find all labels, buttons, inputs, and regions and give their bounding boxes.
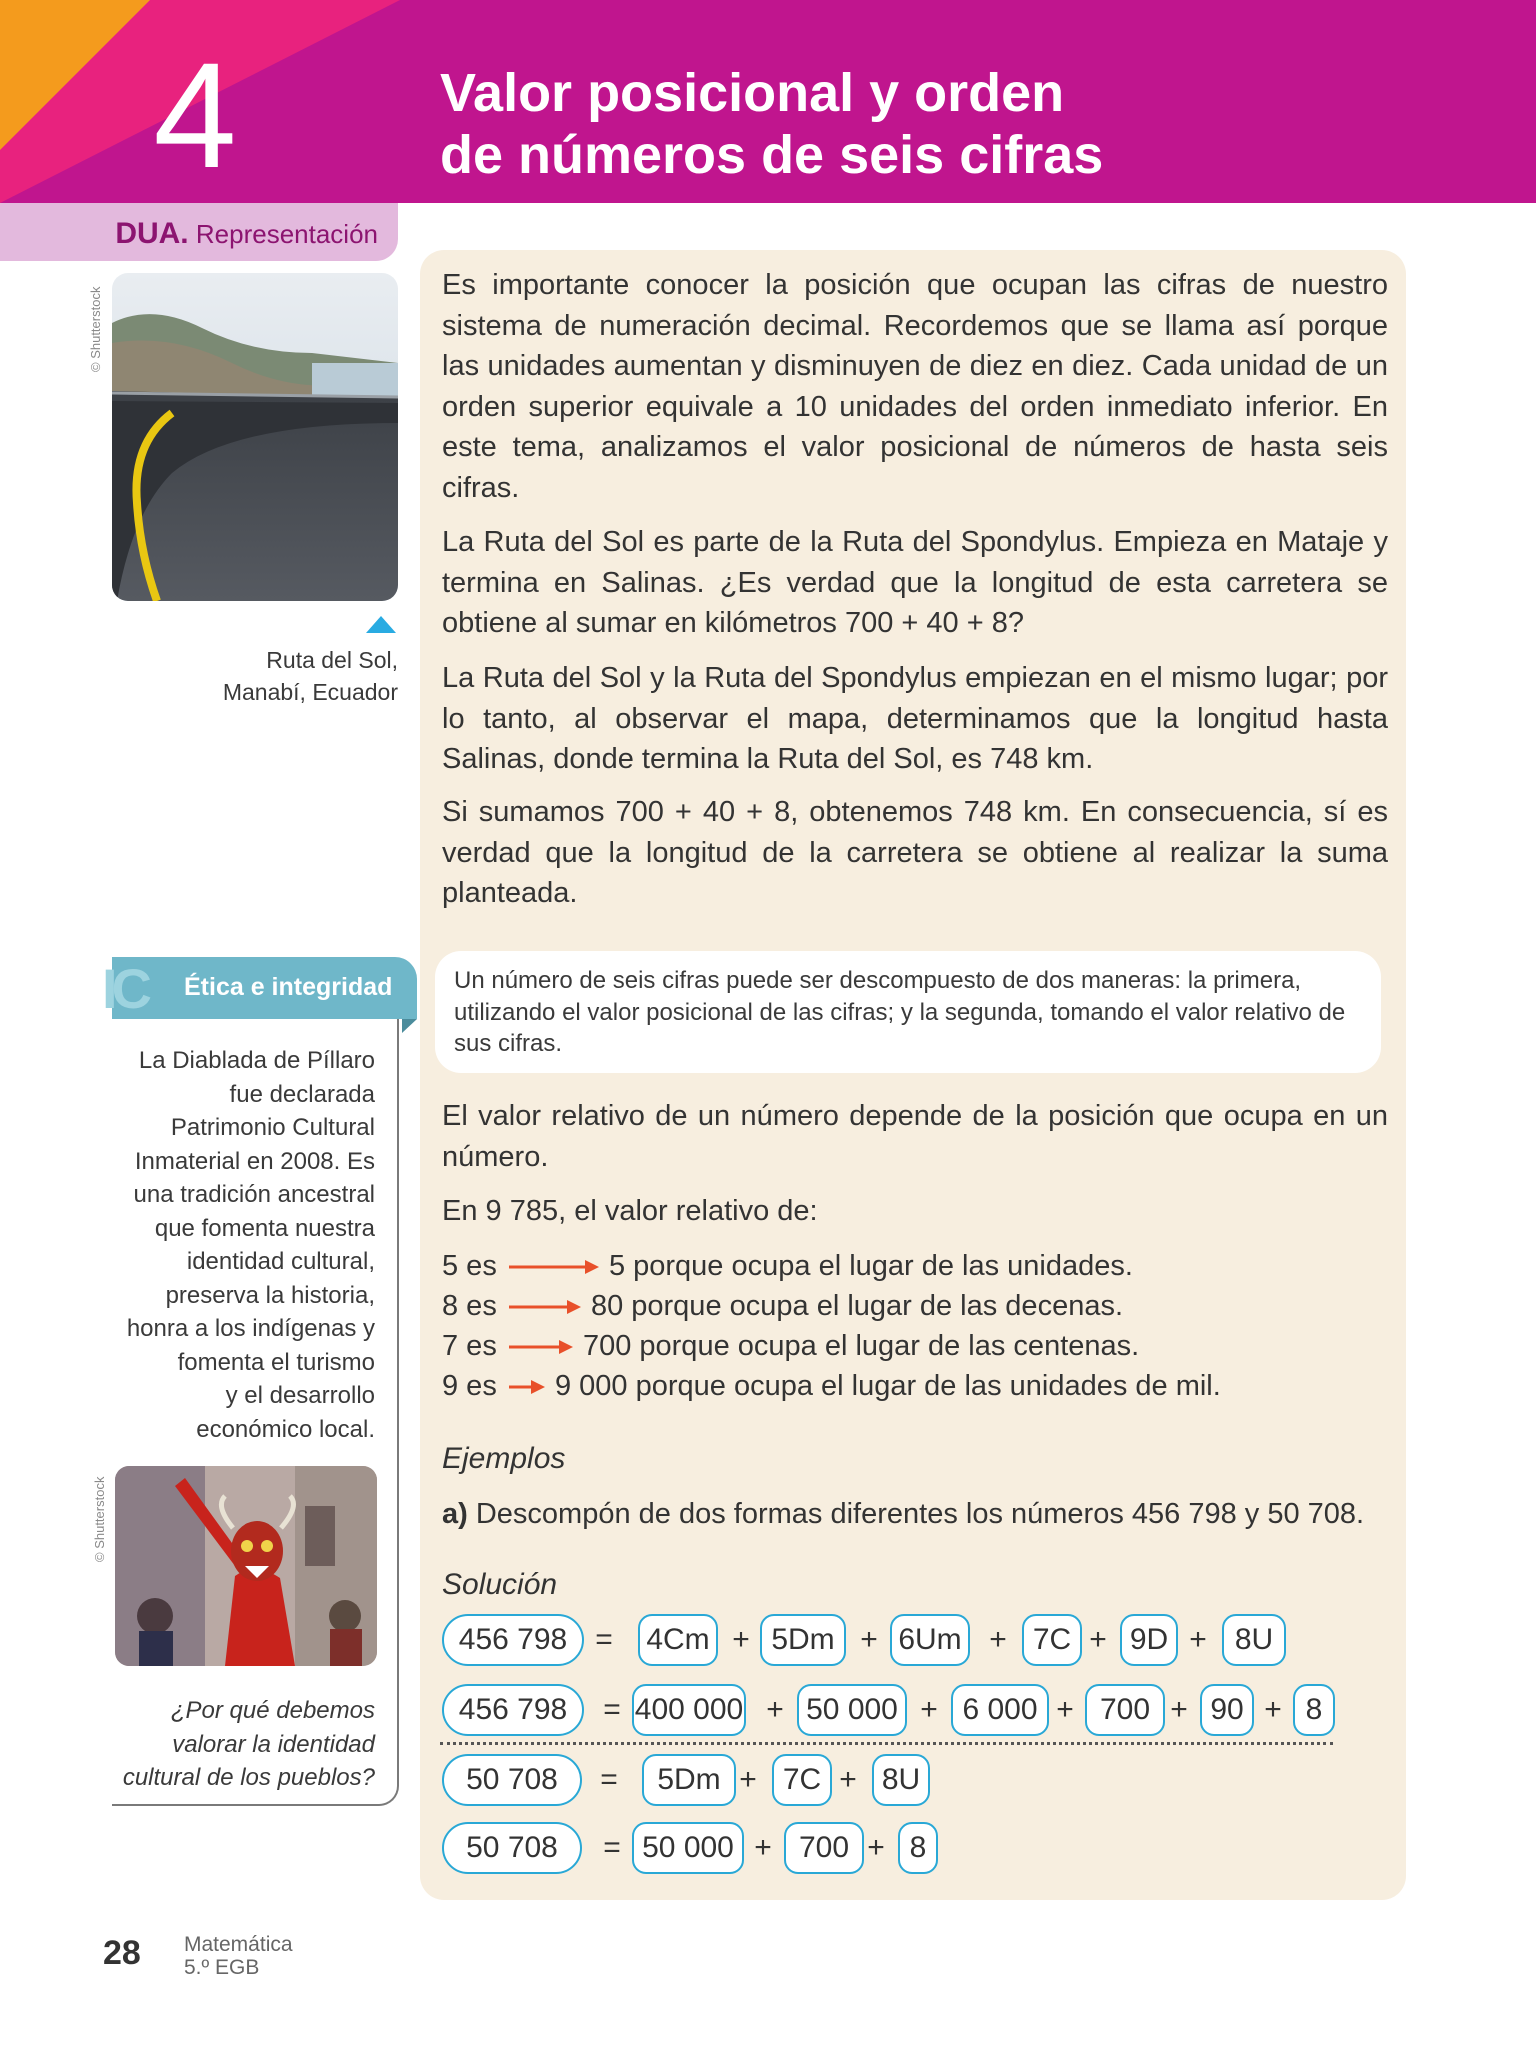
photo-caption <box>223 644 398 708</box>
chapter-header <box>0 0 1536 203</box>
term-pill: 50 000 <box>797 1684 907 1736</box>
ethics-ic-icon: IC <box>102 957 146 1020</box>
ethics-line: Inmaterial en 2008. Es <box>134 1147 375 1175</box>
diablada-photo-illustration <box>115 1466 377 1666</box>
diablada-photo <box>115 1466 377 1666</box>
term-pill: 4Cm <box>638 1614 718 1666</box>
ethics-line: honra a los indígenas y <box>126 1315 375 1342</box>
relative-row-text: 9 000 porque ocupa el lugar de las unidades de mil. <box>554 1370 1221 1402</box>
term-pill: 50 000 <box>632 1822 744 1874</box>
term-pill: 8 <box>898 1822 938 1874</box>
relative-row-label: 9 es <box>442 1370 497 1402</box>
conclusion-paragraph: Si sumamos 700 + 40 + 8, obtenemos 748 km. En consecuencia, sí es verdad que la longitud de la carretera se obtiene al realizar la suma planteada. <box>442 796 1388 909</box>
plus-sign: + <box>766 1693 784 1726</box>
dua-label <box>115 217 378 251</box>
term-pill: 8 <box>1293 1684 1335 1736</box>
term-pill: 5Dm <box>760 1614 846 1666</box>
plus-sign: + <box>1189 1623 1207 1656</box>
term-pill: 8U <box>1222 1614 1286 1666</box>
page-title-line-1: Valor posicional y orden <box>440 63 1065 123</box>
footer-subject-name: Matemática <box>184 1933 293 1956</box>
ethics-text <box>95 1044 375 1446</box>
plus-sign: + <box>1264 1693 1282 1726</box>
term-pill: 8U <box>872 1754 930 1806</box>
example-a-text: Descompón de dos formas diferentes los números 456 798 y 50 708. <box>467 1498 1365 1530</box>
dua-label-bar <box>0 203 398 261</box>
term-pill: 9D <box>1120 1614 1178 1666</box>
road-photo-illustration <box>112 273 398 601</box>
ethics-title: Ética e integridad <box>184 973 393 1001</box>
section-divider <box>440 1742 1333 1745</box>
relative-row-label: 5 es <box>442 1250 497 1282</box>
question-line: ¿Por qué debemos <box>170 1697 375 1724</box>
plus-sign: + <box>989 1623 1007 1656</box>
question-line: cultural de los pueblos? <box>122 1764 375 1791</box>
relative-value-definition: El valor relativo de un número depende de la posición que ocupa en un número. <box>442 1100 1388 1173</box>
plus-sign: + <box>732 1623 750 1656</box>
dua-label-rest: Representación <box>188 219 378 249</box>
plus-sign: + <box>860 1623 878 1656</box>
relative-row-label: 7 es <box>442 1330 497 1362</box>
caption-pointer-icon <box>366 616 396 633</box>
plus-sign: + <box>920 1693 938 1726</box>
ethics-line: La Diablada de Píllaro <box>138 1047 375 1074</box>
ruta-question-paragraph: La Ruta del Sol es parte de la Ruta del Spondylus. Empieza en Mataje y termina en Salinas. ¿Es verdad que la longitud de esta carretera se obtiene al sumar en kilómetros 700 + 40 + 8? <box>442 526 1388 639</box>
equals-sign: = <box>595 1623 613 1656</box>
plus-sign: + <box>839 1763 857 1796</box>
equals-sign: = <box>603 1693 621 1726</box>
ethics-line: y el desarrollo <box>225 1382 375 1409</box>
equals-sign: = <box>600 1763 618 1796</box>
ethics-question <box>95 1694 375 1795</box>
arrow-right-icon <box>505 1297 583 1317</box>
relative-row-text: 700 porque ocupa el lugar de las centenas. <box>582 1330 1140 1362</box>
relative-row <box>442 1366 1221 1406</box>
term-pill: 5Dm <box>642 1754 736 1806</box>
number-pill: 456 798 <box>442 1614 584 1666</box>
relative-row-text: 5 porque ocupa el lugar de las unidades. <box>608 1250 1133 1282</box>
ethics-line: Patrimonio Cultural <box>170 1114 375 1141</box>
examples-heading: Ejemplos <box>442 1442 566 1475</box>
ruta-answer-paragraph: La Ruta del Sol y la Ruta del Spondylus empiezan en el mismo lugar; por lo tanto, al observar el mapa, determinamos que la longitud hasta Salinas, donde termina la Ruta del Sol, es 748 km. <box>442 662 1388 775</box>
relative-row <box>442 1286 1123 1326</box>
plus-sign: + <box>739 1763 757 1796</box>
relative-value-intro: En 9 785, el valor relativo de: <box>442 1195 818 1227</box>
term-pill: 400 000 <box>632 1684 746 1736</box>
photo-credit-dance: © Shutterstock <box>92 1476 107 1562</box>
term-pill: 7C <box>772 1754 832 1806</box>
road-photo <box>112 273 398 601</box>
term-pill: 90 <box>1200 1684 1254 1736</box>
note-text: Un número de seis cifras puede ser descompuesto de dos maneras: la primera, utilizando el valor posicional de las cifras; y la segunda, tomando el valor relativo de sus cifras. <box>454 967 1346 1057</box>
footer-grade: 5.º EGB <box>184 1956 260 1979</box>
relative-row-text: 80 porque ocupa el lugar de las decenas. <box>590 1290 1124 1322</box>
arrow-right-icon <box>505 1377 547 1397</box>
number-pill: 50 708 <box>442 1754 582 1806</box>
arrow-right-icon <box>505 1337 575 1357</box>
ethics-line: fue declarada <box>229 1080 375 1108</box>
number-pill: 456 798 <box>442 1684 584 1736</box>
dua-label-strong: DUA. <box>115 217 189 250</box>
plus-sign: + <box>1089 1623 1107 1656</box>
term-pill: 6Um <box>890 1614 970 1666</box>
relative-row <box>442 1246 1133 1286</box>
plus-sign: + <box>1056 1693 1074 1726</box>
relative-row-label: 8 es <box>442 1290 497 1322</box>
term-pill: 7C <box>1022 1614 1082 1666</box>
question-line: valorar la identidad <box>172 1730 375 1758</box>
page-title-line-2: de números de seis cifras <box>440 125 1104 185</box>
ethics-line: identidad cultural, <box>186 1248 375 1275</box>
ethics-tab-fold <box>402 1019 417 1033</box>
number-pill: 50 708 <box>442 1822 582 1874</box>
page-title <box>440 62 1440 186</box>
ethics-line: fomenta el turismo <box>177 1348 375 1376</box>
chapter-number: 4 <box>153 31 237 199</box>
ethics-header <box>102 957 417 1020</box>
solution-heading: Solución <box>442 1568 558 1601</box>
ethics-line: económico local. <box>196 1415 375 1443</box>
relative-row <box>442 1326 1139 1366</box>
arrow-right-icon <box>505 1257 601 1277</box>
caption-line-1: Ruta del Sol, <box>266 647 398 673</box>
equals-sign: = <box>603 1831 621 1864</box>
term-pill: 700 <box>784 1822 864 1874</box>
intro-paragraph: Es importante conocer la posición que ocupan las cifras de nuestro sistema de numeración decimal. Recordemos que se llama así porque las unidades aumentan y disminuyen de diez en diez. Cada unidad de un orden superior equivale a 10 unidades del orden inmediato inferior. En este tema, analizamos el valor posicional de números de hasta seis cifras. <box>442 269 1388 504</box>
ethics-line: una tradición ancestral <box>133 1181 375 1208</box>
plus-sign: + <box>867 1831 885 1864</box>
term-pill: 6 000 <box>951 1684 1049 1736</box>
example-a <box>442 1498 1364 1531</box>
footer-subject <box>184 1933 293 1979</box>
term-pill: 700 <box>1085 1684 1165 1736</box>
header-orange-corner <box>0 0 150 150</box>
plus-sign: + <box>754 1831 772 1864</box>
example-a-label: a) <box>442 1498 468 1530</box>
page-number: 28 <box>103 1934 141 1972</box>
caption-line-2: Manabí, Ecuador <box>222 679 398 705</box>
ethics-line: preserva la historia, <box>165 1281 375 1309</box>
photo-credit-road: © Shutterstock <box>88 286 103 372</box>
ethics-line: que fomenta nuestra <box>154 1214 375 1242</box>
plus-sign: + <box>1170 1693 1188 1726</box>
